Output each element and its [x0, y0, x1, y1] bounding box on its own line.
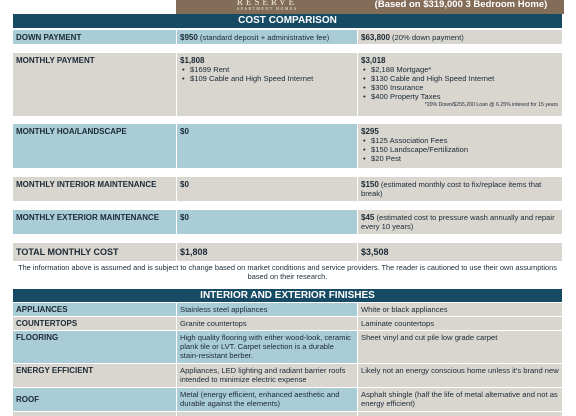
home-basis-label: (Based on $319,000 3 Bedroom Home) — [358, 0, 564, 14]
apartment-cell: Metal (energy efficient, enhanced aesthetic and durable against the elements) — [177, 388, 358, 411]
row-label: MONTHLY EXTERIOR MAINTENANCE — [13, 210, 177, 234]
table-row-flooring — [13, 331, 562, 363]
home-note: (20% down payment) — [389, 33, 464, 42]
apartment-cell — [177, 412, 358, 416]
list-item: • $109 Cable and High Speed Internet — [190, 74, 354, 83]
row-label: COUNTERTOPS — [13, 317, 177, 330]
table-row-partial — [13, 412, 562, 416]
top-header — [0, 0, 576, 14]
home-note: (estimated monthly cost to fix/replace items that break) — [361, 180, 542, 198]
home-amount: $3,018 — [361, 56, 386, 65]
home-cell — [358, 243, 562, 261]
row-label: ROOF — [13, 388, 177, 411]
home-cell: Laminate countertops — [358, 317, 562, 330]
apartment-cell — [177, 53, 358, 116]
table-row-appliances — [13, 303, 562, 316]
apartment-cell: Appliances, LED lighting and radiant barrier roofs intended to minimize electric expense — [177, 364, 358, 387]
logo-name: RESERVE — [236, 0, 298, 7]
home-cell: Sheet vinyl and cut pile low grade carpet — [358, 331, 562, 363]
apartment-cell: Stainless steel appliances — [177, 303, 358, 316]
list-item: • $130 Cable and High Speed Internet — [371, 74, 559, 83]
total-label: TOTAL MONTHLY COST — [13, 243, 177, 261]
home-cell — [358, 177, 562, 201]
home-cell: Asphalt shingle (half the life of metal alternative and not as energy efficient) — [358, 388, 562, 411]
table-row-countertops — [13, 317, 562, 330]
home-cell — [358, 124, 562, 168]
list-item: • $400 Property Taxes — [371, 92, 559, 101]
apartment-cell — [177, 177, 358, 201]
list-item: • $125 Association Fees — [371, 136, 559, 145]
row-label: MONTHLY HOA/LANDSCAPE — [13, 124, 177, 168]
row-label: ENERGY EFFICIENT — [13, 364, 177, 387]
table-row-monthly-payment — [13, 53, 562, 116]
home-amount: $63,800 — [361, 33, 390, 42]
table-row-total — [13, 243, 562, 261]
apartment-amount: $950 — [180, 33, 198, 42]
apartment-breakdown-list — [180, 65, 354, 83]
row-label: MONTHLY INTERIOR MAINTENANCE — [13, 177, 177, 201]
list-item: • $300 Insurance — [371, 83, 559, 92]
list-item: • $1699 Rent — [190, 65, 354, 74]
table-row-hoa-landscape — [13, 124, 562, 168]
row-label: MONTHLY PAYMENT — [13, 53, 177, 116]
home-amount: $45 — [361, 213, 375, 222]
apartment-cell: High quality flooring with either wood-look, ceramic plank tile or LVT. Carpet selection is a durable stain-resistant berber. — [177, 331, 358, 363]
home-cell: White or black appliances — [358, 303, 562, 316]
mortgage-footnote: *20% Down/$255,200 Loan @ 6.25% interest for 15 years — [424, 102, 558, 108]
row-label: APPLIANCES — [13, 303, 177, 316]
home-cell — [358, 210, 562, 234]
apartment-cell — [177, 210, 358, 234]
apartment-cell — [177, 124, 358, 168]
table-row-exterior-maintenance — [13, 210, 562, 234]
cost-comparison-title: COST COMPARISON — [13, 14, 562, 28]
apartment-total: $1,808 — [180, 247, 208, 257]
row-label: FLOORING — [13, 331, 177, 363]
home-total: $3,508 — [361, 247, 389, 257]
row-label — [13, 412, 177, 416]
home-breakdown-list — [361, 65, 559, 101]
home-cell: Likely not an energy conscious home unless it's brand new — [358, 364, 562, 387]
table-row-energy-efficient — [13, 364, 562, 387]
reserve-logo — [176, 0, 358, 14]
home-note: (estimated cost to pressure wash annually and repair every 10 years) — [361, 213, 555, 231]
finishes-title: INTERIOR AND EXTERIOR FINISHES — [13, 289, 562, 302]
home-cell — [358, 53, 562, 116]
table-row-down-payment — [13, 30, 562, 44]
home-cell — [358, 412, 562, 416]
home-cell — [358, 30, 562, 44]
list-item: • $2,188 Mortgage* — [371, 65, 559, 74]
apartment-note: (standard deposit + administrative fee) — [197, 33, 330, 42]
apartment-amount: $1,808 — [180, 56, 205, 65]
home-amount: $150 — [361, 180, 379, 189]
logo-subtitle: APARTMENT HOMES — [236, 6, 298, 11]
home-breakdown-list — [361, 136, 559, 163]
disclaimer-text: The information above is assumed and is subject to change based on market conditions and service providers. The reader is cautioned to use their own assumptions based on their research. — [18, 263, 557, 281]
home-amount: $295 — [361, 127, 379, 136]
apartment-cell — [177, 243, 358, 261]
table-row-roof — [13, 388, 562, 411]
list-item: • $150 Landscape/Fertilization — [371, 145, 559, 154]
list-item: • $20 Pest — [371, 154, 559, 163]
apartment-amount: $0 — [180, 180, 189, 189]
apartment-cell — [177, 30, 358, 44]
apartment-amount: $0 — [180, 213, 189, 222]
row-label: DOWN PAYMENT — [13, 30, 177, 44]
table-row-interior-maintenance — [13, 177, 562, 201]
apartment-cell: Granite countertops — [177, 317, 358, 330]
apartment-amount: $0 — [180, 127, 189, 136]
